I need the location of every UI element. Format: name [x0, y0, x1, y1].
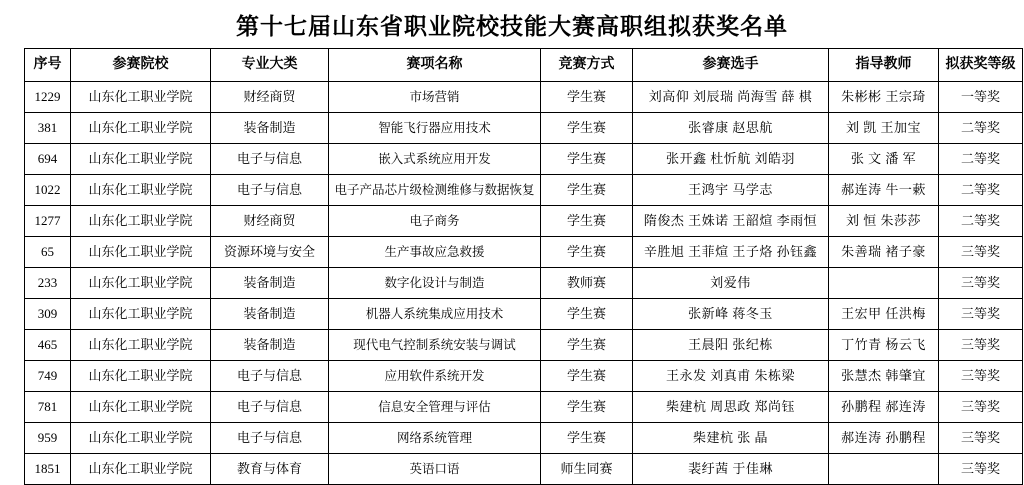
table-header-row	[25, 49, 1023, 82]
cell-teachers: 丁竹青 杨云飞	[829, 330, 939, 361]
cell-event: 机器人系统集成应用技术	[329, 299, 541, 330]
cell-event: 电子产品芯片级检测维修与数据恢复	[329, 175, 541, 206]
cell-level: 三等奖	[939, 361, 1023, 392]
cell-major: 教育与体育	[211, 454, 329, 485]
cell-school: 山东化工职业学院	[71, 423, 211, 454]
table-row	[25, 268, 1023, 299]
cell-level: 二等奖	[939, 113, 1023, 144]
cell-level: 二等奖	[939, 175, 1023, 206]
cell-major: 电子与信息	[211, 175, 329, 206]
cell-mode: 学生赛	[541, 113, 633, 144]
cell-major: 电子与信息	[211, 392, 329, 423]
cell-mode: 学生赛	[541, 392, 633, 423]
cell-players: 柴建杭 张 晶	[633, 423, 829, 454]
table-row	[25, 454, 1023, 485]
cell-players: 王晨阳 张纪栋	[633, 330, 829, 361]
cell-level: 三等奖	[939, 268, 1023, 299]
cell-mode: 学生赛	[541, 206, 633, 237]
cell-school: 山东化工职业学院	[71, 330, 211, 361]
cell-event: 市场营销	[329, 82, 541, 113]
cell-no: 233	[25, 268, 71, 299]
cell-players: 刘高仰 刘辰瑞 尚海雪 薛 棋	[633, 82, 829, 113]
cell-level: 三等奖	[939, 237, 1023, 268]
cell-teachers: 郝连涛 孙鹏程	[829, 423, 939, 454]
cell-school: 山东化工职业学院	[71, 144, 211, 175]
cell-school: 山东化工职业学院	[71, 268, 211, 299]
cell-players: 裴纡茜 于佳琳	[633, 454, 829, 485]
cell-event: 智能飞行器应用技术	[329, 113, 541, 144]
cell-level: 三等奖	[939, 299, 1023, 330]
cell-no: 65	[25, 237, 71, 268]
cell-mode: 教师赛	[541, 268, 633, 299]
cell-no: 465	[25, 330, 71, 361]
cell-event: 数字化设计与制造	[329, 268, 541, 299]
cell-no: 1277	[25, 206, 71, 237]
page-title: 第十七届山东省职业院校技能大赛高职组拟获奖名单	[236, 14, 788, 39]
table-body	[25, 82, 1023, 485]
cell-major: 装备制造	[211, 113, 329, 144]
table-row	[25, 175, 1023, 206]
cell-major: 财经商贸	[211, 206, 329, 237]
cell-major: 财经商贸	[211, 82, 329, 113]
cell-level: 二等奖	[939, 144, 1023, 175]
cell-mode: 学生赛	[541, 237, 633, 268]
column-header-event: 赛项名称	[329, 49, 541, 82]
column-header-teacher: 指导教师	[829, 49, 939, 82]
cell-mode: 学生赛	[541, 175, 633, 206]
table-row	[25, 237, 1023, 268]
table-row	[25, 423, 1023, 454]
award-list-table	[24, 48, 1023, 485]
cell-players: 王永发 刘真甫 朱栋梁	[633, 361, 829, 392]
cell-school: 山东化工职业学院	[71, 175, 211, 206]
cell-school: 山东化工职业学院	[71, 237, 211, 268]
cell-event: 现代电气控制系统安装与调试	[329, 330, 541, 361]
cell-no: 309	[25, 299, 71, 330]
cell-players: 柴建杭 周思政 郑尚钰	[633, 392, 829, 423]
cell-no: 1022	[25, 175, 71, 206]
cell-no: 1851	[25, 454, 71, 485]
cell-teachers: 朱善瑞 褚子豪	[829, 237, 939, 268]
table-header	[25, 49, 1023, 82]
cell-level: 三等奖	[939, 423, 1023, 454]
table-row	[25, 82, 1023, 113]
cell-event: 英语口语	[329, 454, 541, 485]
cell-school: 山东化工职业学院	[71, 113, 211, 144]
cell-teachers: 张慧杰 韩肇宜	[829, 361, 939, 392]
cell-no: 1229	[25, 82, 71, 113]
cell-major: 装备制造	[211, 268, 329, 299]
cell-teachers: 刘 恒 朱莎莎	[829, 206, 939, 237]
table-row	[25, 206, 1023, 237]
column-header-level: 拟获奖等级	[939, 49, 1023, 82]
cell-mode: 学生赛	[541, 82, 633, 113]
cell-school: 山东化工职业学院	[71, 299, 211, 330]
cell-school: 山东化工职业学院	[71, 82, 211, 113]
cell-no: 749	[25, 361, 71, 392]
cell-school: 山东化工职业学院	[71, 206, 211, 237]
cell-major: 电子与信息	[211, 144, 329, 175]
cell-mode: 学生赛	[541, 299, 633, 330]
cell-mode: 学生赛	[541, 330, 633, 361]
table-row	[25, 361, 1023, 392]
column-header-players: 参赛选手	[633, 49, 829, 82]
cell-major: 资源环境与安全	[211, 237, 329, 268]
cell-mode: 师生同赛	[541, 454, 633, 485]
cell-school: 山东化工职业学院	[71, 361, 211, 392]
cell-teachers	[829, 268, 939, 299]
cell-teachers: 刘 凯 王加宝	[829, 113, 939, 144]
column-header-major: 专业大类	[211, 49, 329, 82]
cell-event: 电子商务	[329, 206, 541, 237]
cell-mode: 学生赛	[541, 361, 633, 392]
column-header-school: 参赛院校	[71, 49, 211, 82]
cell-mode: 学生赛	[541, 144, 633, 175]
cell-players: 张开鑫 杜忻航 刘皓羽	[633, 144, 829, 175]
column-header-no: 序号	[25, 49, 71, 82]
cell-school: 山东化工职业学院	[71, 454, 211, 485]
cell-event: 信息安全管理与评估	[329, 392, 541, 423]
table-container	[0, 48, 1024, 485]
cell-major: 装备制造	[211, 330, 329, 361]
cell-teachers: 朱彬彬 王宗琦	[829, 82, 939, 113]
cell-no: 959	[25, 423, 71, 454]
cell-no: 381	[25, 113, 71, 144]
cell-players: 隋俊杰 王姝诺 王韶煊 李雨恒	[633, 206, 829, 237]
cell-school: 山东化工职业学院	[71, 392, 211, 423]
cell-teachers: 王宏甲 任洪梅	[829, 299, 939, 330]
cell-major: 电子与信息	[211, 423, 329, 454]
cell-players: 刘爱伟	[633, 268, 829, 299]
cell-no: 781	[25, 392, 71, 423]
cell-teachers: 孙鹏程 郝连涛	[829, 392, 939, 423]
cell-level: 三等奖	[939, 454, 1023, 485]
cell-event: 嵌入式系统应用开发	[329, 144, 541, 175]
cell-players: 张新峰 蒋冬玉	[633, 299, 829, 330]
table-row	[25, 392, 1023, 423]
cell-players: 辛胜旭 王菲煊 王子烙 孙钰鑫	[633, 237, 829, 268]
table-row	[25, 144, 1023, 175]
cell-major: 装备制造	[211, 299, 329, 330]
cell-players: 王鸿宇 马学志	[633, 175, 829, 206]
cell-level: 三等奖	[939, 330, 1023, 361]
cell-teachers: 郝连涛 牛一蔌	[829, 175, 939, 206]
cell-level: 一等奖	[939, 82, 1023, 113]
cell-event: 生产事故应急救援	[329, 237, 541, 268]
column-header-mode: 竞赛方式	[541, 49, 633, 82]
cell-players: 张睿康 赵思航	[633, 113, 829, 144]
cell-no: 694	[25, 144, 71, 175]
cell-major: 电子与信息	[211, 361, 329, 392]
cell-teachers	[829, 454, 939, 485]
table-row	[25, 113, 1023, 144]
cell-mode: 学生赛	[541, 423, 633, 454]
cell-event: 应用软件系统开发	[329, 361, 541, 392]
table-row	[25, 330, 1023, 361]
cell-level: 二等奖	[939, 206, 1023, 237]
cell-event: 网络系统管理	[329, 423, 541, 454]
cell-teachers: 张 文 潘 军	[829, 144, 939, 175]
cell-level: 三等奖	[939, 392, 1023, 423]
table-row	[25, 299, 1023, 330]
